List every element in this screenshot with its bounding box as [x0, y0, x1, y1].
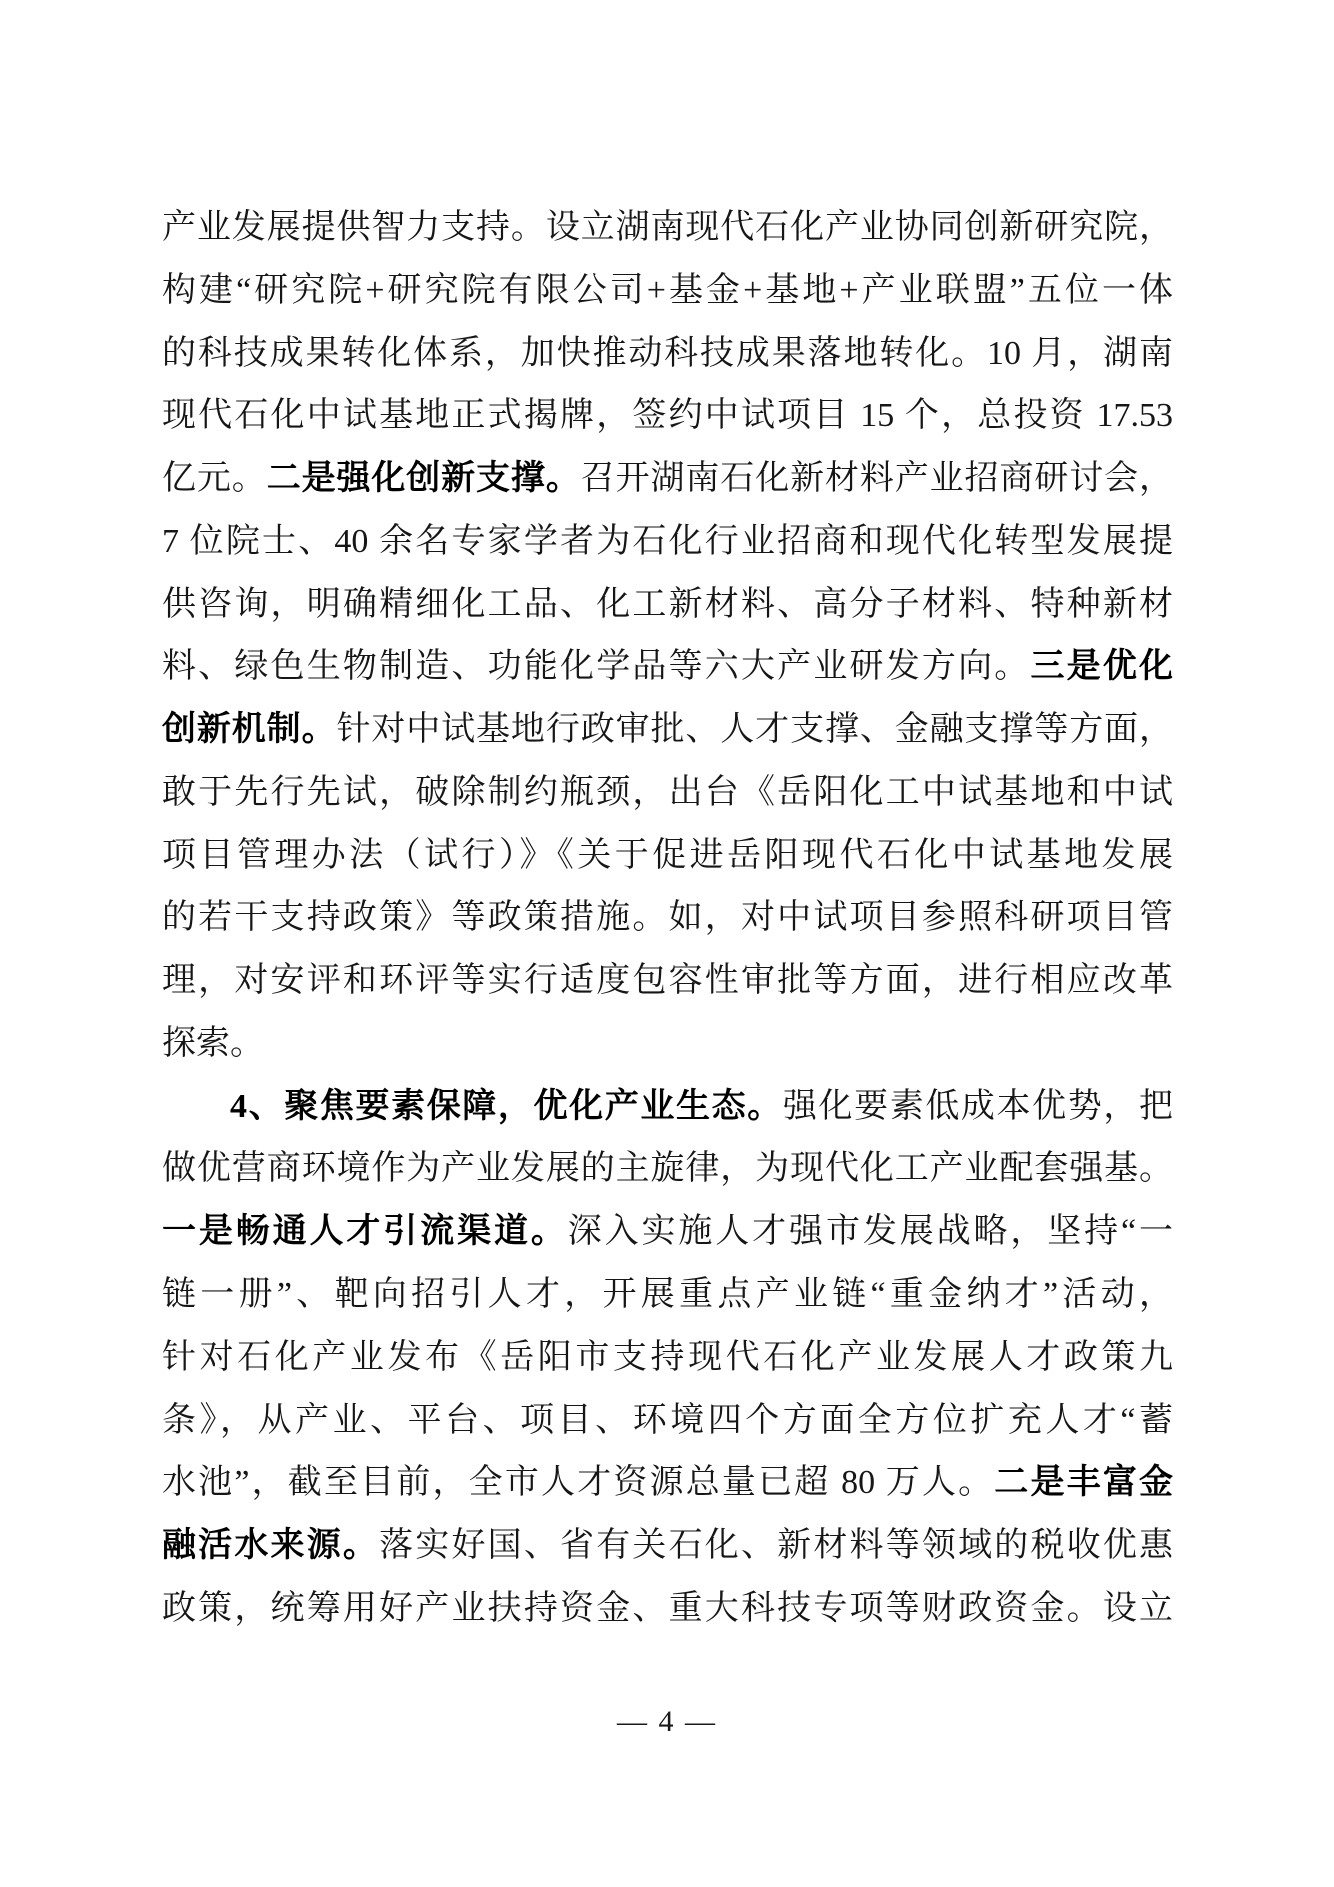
text-line [162, 1013, 1173, 1076]
text-run: 探索。 [162, 1024, 264, 1062]
text-line [162, 1390, 1173, 1453]
text-run: 强化要素低成本优势，把 [782, 1087, 1174, 1125]
text-run: 条》，从产业、平台、项目、环境四个方面全方位扩充人才“蓄 [162, 1401, 1173, 1439]
text-run: 项目管理办法（试行）》《关于促进岳阳现代石化中试基地发展 [162, 836, 1173, 874]
text-line [162, 636, 1173, 699]
text-run: 亿元。 [162, 460, 267, 498]
text-run: 深入实施人才强市发展战略，坚持“一 [567, 1213, 1174, 1251]
text-line [162, 1138, 1173, 1201]
text-run: 的科技成果转化体系，加快推动科技成果落地转化。10 月，湖南 [162, 334, 1173, 372]
text-line [162, 887, 1173, 950]
text-run: 做优营商环境作为产业发展的主旋律，为现代化工产业配套强基。 [162, 1150, 1173, 1188]
bold-text-run: 二是强化创新支撑。 [266, 460, 581, 498]
text-run: 现代石化中试基地正式揭牌，签约中试项目 15 个，总投资 17.53 [162, 397, 1173, 435]
text-line [162, 1264, 1173, 1327]
text-line [162, 197, 1173, 260]
bold-text-run: 创新机制。 [162, 711, 337, 749]
text-run: 的若干支持政策》等政策措施。如，对中试项目参照科研项目管 [162, 899, 1173, 937]
text-line [162, 1578, 1173, 1641]
document-body [162, 197, 1173, 1641]
text-line [162, 1452, 1173, 1515]
page-footer [0, 1700, 1334, 1744]
text-run: 产业发展提供智力支持。设立湖南现代石化产业协同创新研究院， [162, 209, 1173, 246]
text-line [162, 825, 1173, 888]
bold-text-run: 融活水来源。 [162, 1527, 380, 1565]
text-line [162, 323, 1173, 386]
text-run: 料、绿色生物制造、功能化学品等六大产业研发方向。 [162, 648, 1031, 686]
text-line [162, 448, 1173, 511]
page-number: — 4 — [617, 1705, 717, 1738]
text-line [162, 1201, 1173, 1264]
text-line [162, 762, 1173, 825]
text-run: 供咨询，明确精细化工品、化工新材料、高分子材料、特种新材 [162, 585, 1173, 623]
text-run: 召开湖南石化新材料产业招商研讨会， [580, 460, 1174, 498]
text-run: 构建“研究院+研究院有限公司+基金+基地+产业联盟”五位一体 [162, 271, 1173, 309]
bold-text-run: 三是优化 [1030, 648, 1174, 686]
text-line [162, 511, 1173, 574]
text-run: 针对中试基地行政审批、人才支撑、金融支撑等方面， [336, 711, 1174, 749]
text-line [162, 1515, 1173, 1578]
text-line [162, 260, 1173, 323]
text-line [162, 1327, 1173, 1390]
text-run: 7 位院士、40 余名专家学者为石化行业招商和现代化转型发展提 [162, 522, 1173, 560]
text-line [162, 1076, 1173, 1139]
text-line [162, 574, 1173, 637]
text-line [162, 699, 1173, 762]
text-run: 链一册”、靶向招引人才，开展重点产业链“重金纳才”活动， [162, 1276, 1173, 1314]
text-run: 理，对安评和环评等实行适度包容性审批等方面，进行相应改革 [162, 962, 1173, 1000]
text-run: 落实好国、省有关石化、新材料等领域的税收优惠 [379, 1527, 1174, 1565]
bold-text-run: 一是畅通人才引流渠道。 [162, 1213, 568, 1251]
text-run: 敢于先行先试，破除制约瓶颈，出台《岳阳化工中试基地和中试 [162, 773, 1173, 811]
text-run: 水池”，截至目前，全市人才资源总量已超 80 万人。 [162, 1464, 995, 1502]
text-run: 针对石化产业发布《岳阳市支持现代石化产业发展人才政策九 [162, 1338, 1173, 1376]
bold-text-run: 4、聚焦要素保障，优化产业生态。 [230, 1087, 783, 1125]
text-line [162, 950, 1173, 1013]
text-line [162, 385, 1173, 448]
bold-text-run: 二是丰富金 [994, 1464, 1173, 1502]
text-run: 政策，统筹用好产业扶持资金、重大科技专项等财政资金。设立 [162, 1589, 1173, 1627]
